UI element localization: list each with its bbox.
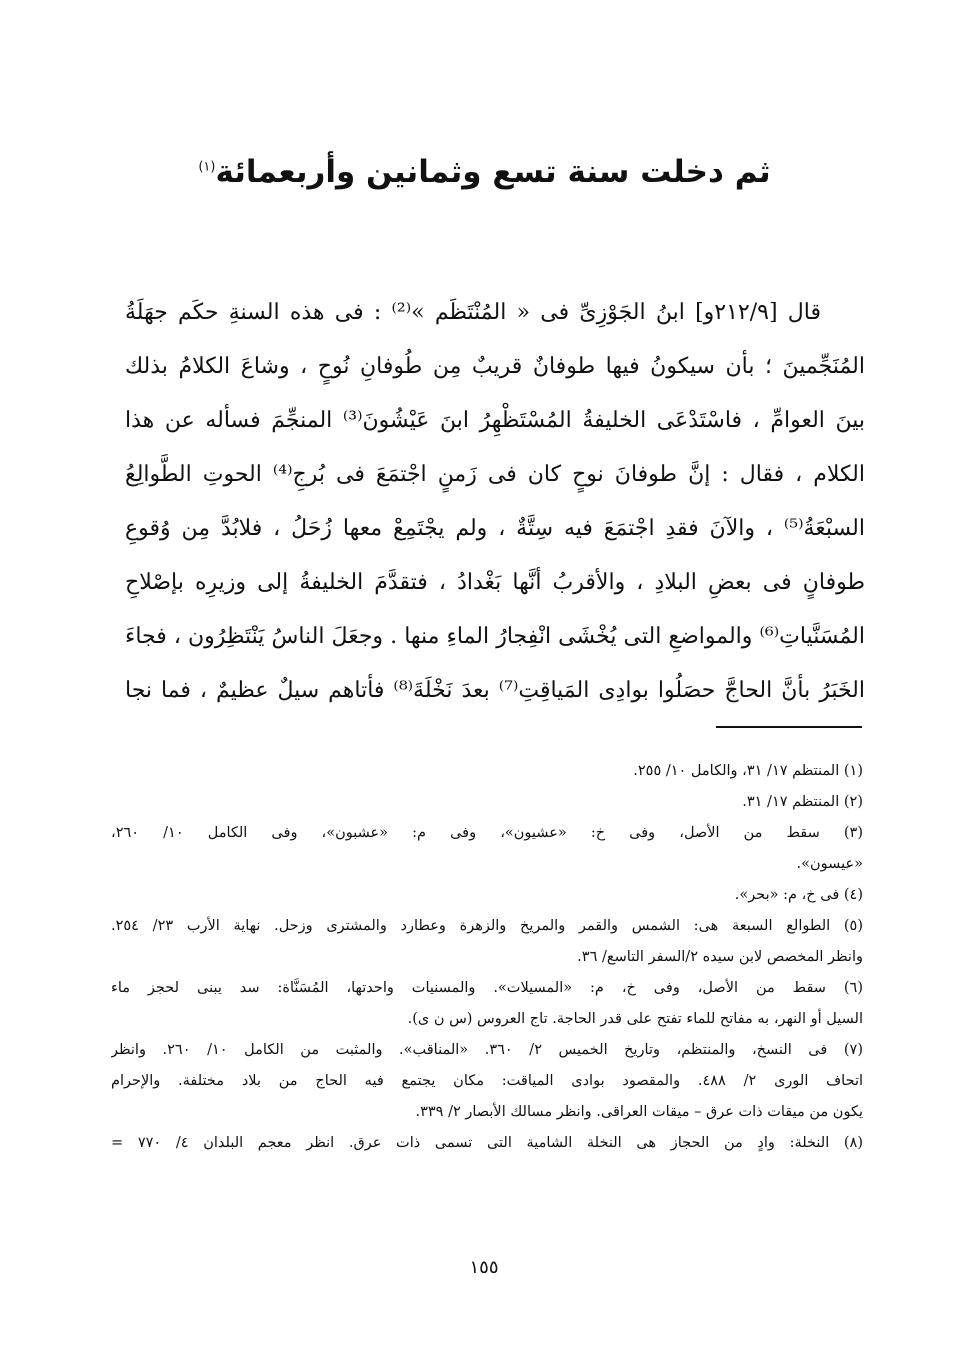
footnote-line: (٤) فى خ، م: «بحر». (734, 887, 863, 903)
chapter-title (150, 148, 819, 196)
footnotes (111, 756, 863, 1159)
footnote-separator (716, 726, 862, 728)
footnote-line: (٨) النخلة: وادٍ من الحجاز هى النخلة الشامية التى تسمى ذات عرق. انظر معجم البلدان ٤/ ٧٧٠ = (111, 1135, 863, 1151)
text-line: السبْعَةُ⁽⁵⁾ ، والآنَ فقدِ اجْتمَعَ فيه سِتَّةٌ ، ولم يجْتَمِعْ معها زُحَلُ ، فلابُدَّ مِن وُقوعِ (125, 516, 865, 541)
footnote-line: وانظر المخصص لابن سيده ٢/السفر التاسع/ ٣٦. (577, 949, 863, 965)
text-line: الكلام ، فقال : إنَّ طوفانَ نوحٍ كان فى زَمنٍ اجْتمَعَ فى بُرجِ⁽⁴⁾ الحوتِ الطَّوالِعُ (125, 462, 865, 487)
footnote-line: (٥) الطوالع السبعة هى: الشمس والقمر والمريخ والزهرة وعطارد والمشترى وزحل. نهاية الأرب ٢٣/ ٢٥٤. (111, 918, 863, 934)
chapter-title-text: ثم دخلت سنة تسع وثمانين وأربعمائة (215, 154, 771, 190)
text-line: الخَبَرُ بأنَّ الحاجَّ حصَلُوا بوادِى المَياقِتِ⁽⁷⁾ بعدَ نَخْلَةَ⁽⁸⁾ فأتاهم سيلٌ عظيمٌ ، فما نجا (125, 678, 865, 703)
text-line: المُنَجِّمينَ ؛ بأن سيكونُ فيها طوفانٌ قريبٌ مِن طُوفانِ نُوحٍ ، وشاعَ الكلامُ بذلك (125, 354, 865, 379)
text-line: المُسَنَّياتِ⁽⁶⁾ والمواضعِ التى يُخْشَى انْفِجارُ الماءِ منها . وجعَلَ الناسُ يَنْتَظِرُون ، فجاءَ (125, 624, 865, 649)
footnote-line: السيل أو النهر، به مفاتح للماء تفتح على قدر الحاجة. تاج العروس (س ن ى). (407, 1011, 863, 1027)
footnote-line: «عيسون». (796, 856, 863, 872)
footnote-line: (٢) المنتظم ١٧/ ٣١. (742, 794, 863, 810)
footnote-line: (٧) فى النسخ، والمنتظم، وتاريخ الخميس ٢/ ٣٦٠. «المناقب». والمثبت من الكامل ١٠/ ٢٦٠. وانظر (111, 1042, 863, 1058)
page-number: ١٥٥ (469, 1257, 499, 1278)
title-footnote-ref: (١) (198, 159, 216, 175)
text-line: طوفانٍ فى بعضِ البلادِ ، والأقربُ أنَّها بَغْدادُ ، فتقدَّمَ الخليفةُ إلى وزيرِه بإصْلاحِ (125, 570, 865, 595)
text-line: بينَ العوامِّ ، فاسْتَدْعَى الخليفةُ المُسْتَظْهِرُ ابنَ عَيْشُونَ⁽³⁾ المنجِّمَ فسأله عن هذا (125, 408, 865, 433)
footnote-line: يكون من ميقات ذات عرق – ميقات العراقى. وانظر مسالك الأبصار ٢/ ٣٣٩. (415, 1104, 863, 1120)
footnote-line: (١) المنتظم ١٧/ ٣١، والكامل ١٠/ ٢٥٥. (633, 763, 863, 779)
footnote-line: (٦) سقط من الأصل، وفى خ، م: «المسيلات». والمسنيات واحدتها، المُسَنَّاة: سد يبنى لحجز ماء (111, 980, 863, 996)
footnote-line: (٣) سقط من الأصل، وفى خ: «عشيون»، وفى م: «عشبون»، وفى الكامل ١٠/ ٢٦٠، (111, 825, 863, 841)
main-text (125, 286, 865, 718)
text-line: قال [٢١٢/٩و] ابنُ الجَوْزِىِّ فى « المُنْتَظَم »⁽²⁾ : فى هذه السنةِ حكَم جهَلَةُ (125, 300, 821, 325)
footnote-line: اتحاف الورى ٢/ ٤٨٨. والمقصود بوادى المياقت: مكان يجتمع فيه الحاج من بلاد مختلفة. والإحرام (111, 1073, 863, 1089)
